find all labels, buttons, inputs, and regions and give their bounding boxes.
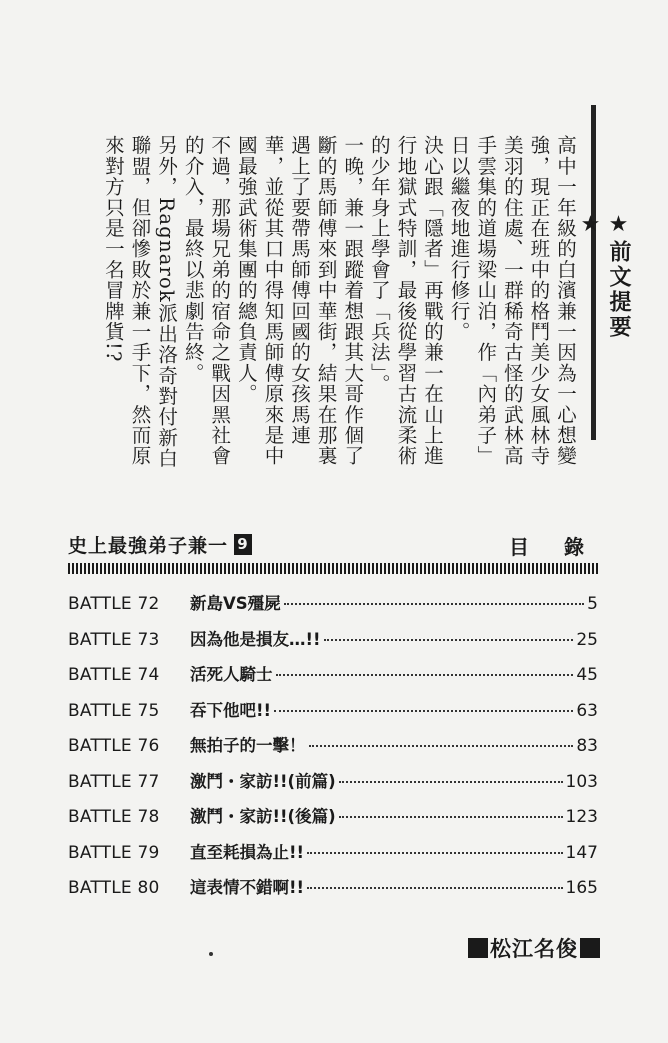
author-name: 松江名俊 bbox=[490, 937, 578, 961]
series-title bbox=[68, 531, 252, 558]
square-ornament-icon bbox=[468, 938, 488, 958]
contents-entry-72[interactable] bbox=[68, 590, 598, 626]
contents-rule bbox=[68, 563, 599, 574]
author-credit bbox=[468, 933, 600, 963]
page-number: 165 bbox=[565, 878, 598, 898]
dot-leader bbox=[309, 745, 574, 747]
battle-number: BATTLE 74 bbox=[68, 665, 160, 685]
contents-entry-73[interactable] bbox=[68, 626, 598, 662]
contents-entry-75[interactable] bbox=[68, 697, 598, 733]
dot-leader bbox=[324, 639, 574, 641]
chapter-title: 這表情不錯啊!! bbox=[190, 878, 305, 897]
contents-entry-78[interactable] bbox=[68, 803, 598, 839]
summary-heading: ★前文提要★ bbox=[578, 212, 631, 340]
summary-body bbox=[70, 135, 578, 475]
battle-number: BATTLE 75 bbox=[68, 700, 160, 721]
page-number: 63 bbox=[576, 700, 598, 721]
dot-leader bbox=[307, 887, 562, 889]
page-number: 25 bbox=[576, 629, 598, 650]
contents-entry-79[interactable] bbox=[68, 839, 598, 875]
page-number: 45 bbox=[576, 665, 598, 685]
battle-number: BATTLE 73 bbox=[68, 629, 160, 650]
page-number: 123 bbox=[565, 807, 598, 827]
summary-paragraph: 高中一年級的白濱兼一因為一心想變強，現正在班中的格鬥美少女風林寺美羽的住處、一群稀奇古怪的武林高手雲集的道場梁山泊，作「內弟子」日以繼夜地進行修行。 bbox=[447, 135, 577, 467]
dot-leader bbox=[339, 816, 563, 818]
chapter-title: 激鬥・家訪!!(前篇) bbox=[190, 771, 336, 791]
dot-leader bbox=[274, 710, 573, 712]
chapter-title: 吞下他吧!! bbox=[190, 700, 272, 720]
summary-paragraph: 決心跟「隱者」再戰的兼一在山上進行地獄式特訓，最後從學習古流柔術的少年身上學會了「兵法」。 bbox=[367, 135, 445, 467]
contents-entry-74[interactable] bbox=[68, 661, 598, 697]
contents-list bbox=[68, 590, 598, 910]
contents-entry-77[interactable] bbox=[68, 768, 598, 804]
contents-entry-76[interactable] bbox=[68, 732, 598, 768]
dot-leader bbox=[276, 674, 574, 676]
summary-divider-bar bbox=[591, 105, 596, 440]
summary-paragraph: 另外，Ragnarok派出洛奇對付新白聯盟，但卻慘敗於兼一手下，然而原來對方只是一名冒牌貨!? bbox=[101, 135, 179, 469]
battle-number: BATTLE 72 bbox=[68, 594, 160, 614]
page-number: 5 bbox=[587, 594, 598, 614]
dot-leader bbox=[339, 781, 563, 783]
page-number: 103 bbox=[565, 771, 598, 792]
contents-label: 目 錄 bbox=[509, 535, 598, 559]
series-title-text: 史上最強弟子兼一 bbox=[68, 535, 229, 557]
battle-number: BATTLE 77 bbox=[68, 771, 160, 792]
contents-entry-80[interactable] bbox=[68, 874, 598, 910]
dot-leader bbox=[307, 852, 562, 854]
dot-leader bbox=[284, 603, 585, 605]
page-mark bbox=[209, 952, 213, 956]
chapter-title: 無拍子的一擊！ bbox=[190, 736, 306, 755]
chapter-title: 因為他是損友…!! bbox=[190, 629, 321, 649]
summary-paragraph: 一晚，兼一跟蹤着想跟其大哥作個了斷的馬師傅來到中華街，結果在那裏遇上了要帶馬師傅回國的女孩馬連華，並從其口中得知馬師傅原來是中國最強武術集團的總負責人。 bbox=[234, 135, 365, 467]
chapter-title: 活死人騎士 bbox=[190, 665, 273, 684]
chapter-title: 激鬥・家訪!!(後篇) bbox=[190, 807, 336, 826]
square-ornament-icon bbox=[580, 938, 600, 958]
summary-paragraph: 不過，那場兄弟的宿命之戰因黑社會的介入，最終以悲劇告終。 bbox=[181, 135, 232, 467]
battle-number: BATTLE 76 bbox=[68, 736, 160, 756]
battle-number: BATTLE 80 bbox=[68, 878, 160, 898]
page-number: 147 bbox=[565, 842, 598, 863]
page-number: 83 bbox=[576, 736, 598, 756]
battle-number: BATTLE 79 bbox=[68, 842, 160, 863]
chapter-title: 新島VS殭屍 bbox=[190, 594, 281, 613]
volume-badge: 9 bbox=[234, 534, 252, 555]
battle-number: BATTLE 78 bbox=[68, 807, 160, 827]
chapter-title: 直至耗損為止!! bbox=[190, 842, 305, 862]
